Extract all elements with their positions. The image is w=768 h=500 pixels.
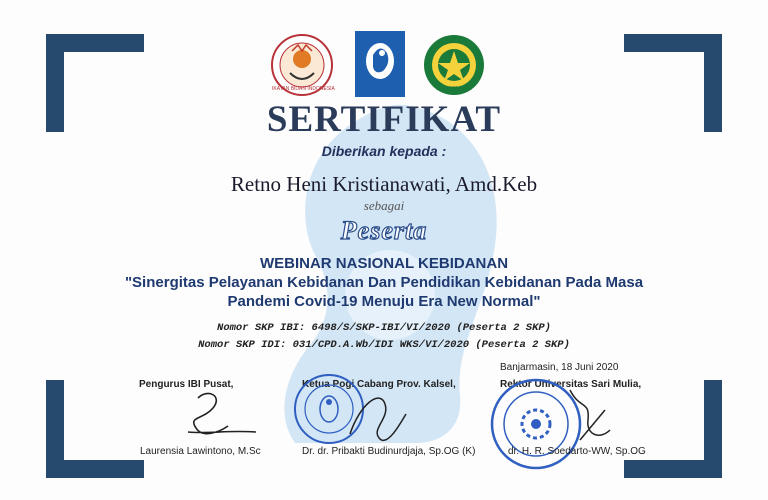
ibi-logo-text: IKATAN BIDAN INDONESIA [272, 86, 335, 92]
skp-ibi-number: Nomor SKP IBI: 6498/S/SKP-IBI/VI/2020 (Peserta 2 SKP) [217, 322, 551, 334]
corner-bottom-left [46, 380, 144, 478]
skp-idi-number: Nomor SKP IDI: 031/CPD.A.Wb/IDI WKS/VI/2020 (Peserta 2 SKP) [198, 339, 570, 351]
event-theme-line-2: Pandemi Covid-19 Menuju Era New Normal" [227, 293, 541, 310]
event-name: WEBINAR NASIONAL KEBIDANAN [259, 255, 509, 272]
middle-signatory-name: Dr. dr. Pribakti Budinurdjaja, Sp.OG (K) [302, 446, 476, 457]
middle-signatory-title: Ketua Pogi Cabang Prov. Kalsel, [302, 379, 456, 390]
place-date: Banjarmasin, 18 Juni 2020 [500, 362, 619, 373]
left-signatory-title: Pengurus IBI Pusat, [139, 379, 234, 390]
role-label: Peserta [340, 216, 428, 245]
recipient-name: Retno Heni Kristianawati, Amd.Keb [230, 172, 538, 196]
event-theme-line-1: "Sinergitas Pelayanan Kebidanan Dan Pendidikan Kebidanan Pada Masa [124, 274, 644, 291]
left-signature [168, 388, 258, 443]
left-signatory-name: Laurensia Lawintono, M.Sc [140, 446, 261, 457]
corner-bottom-right [624, 380, 722, 478]
certificate-title: SERTIFIKAT [266, 99, 502, 140]
right-signatory-name: dr. H. R. Soedarto-WW, Sp.OG [508, 446, 646, 457]
sari-mulia-logo-text-bottom: BANJARMASIN [436, 86, 472, 92]
middle-signature [340, 384, 410, 449]
right-signature [560, 380, 620, 450]
given-to-label: Diberikan kepada : [321, 143, 447, 159]
right-signatory-title: Rektor Universitas Sari Mulia, [500, 379, 642, 390]
event-theme [0, 273, 768, 311]
pogi-logo [355, 31, 405, 97]
as-label: sebagai [363, 198, 405, 213]
